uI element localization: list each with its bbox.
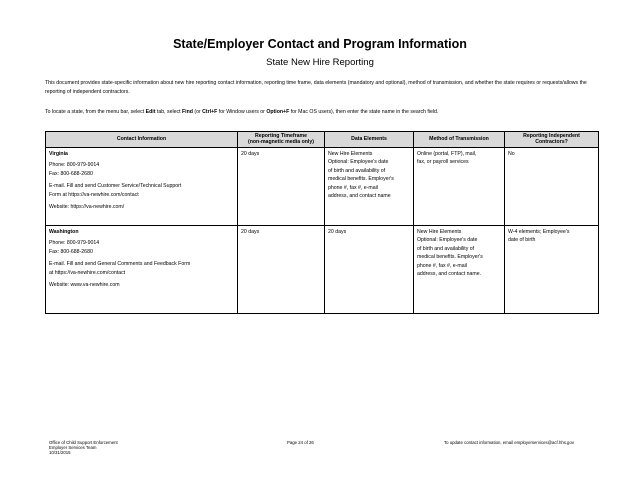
footer-update-info: To update contact information, email employerservices@acf.hhs.gov <box>444 440 574 445</box>
header-timeframe-line2: (non-magnetic media only) <box>247 138 314 145</box>
state-name: Virginia <box>49 151 68 157</box>
email-info: E-mail. Fill and send General Comments and Feedback Form <box>49 261 191 268</box>
ctrl-f-keyword: Ctrl+F <box>202 109 218 115</box>
header-independent <box>505 132 599 148</box>
timeframe-value: 20 days <box>241 151 260 157</box>
edit-keyword: Edit <box>145 109 156 115</box>
phone: Phone: 800-979-9014 <box>49 240 100 247</box>
search-instructions <box>45 108 597 117</box>
table-row <box>46 226 599 314</box>
method-line: address, and contact name. <box>417 271 482 278</box>
data-line: address, and contact name <box>328 193 391 200</box>
document-subtitle: State New Hire Reporting <box>266 57 374 68</box>
fax: Fax: 800-688-2680 <box>49 170 93 177</box>
header-data-elements: Data Elements <box>325 132 414 148</box>
instructions-text: To locate a state, from the menu bar, select <box>45 109 146 115</box>
timeframe-value: 20 days <box>241 229 260 235</box>
timeframe-cell <box>238 148 325 226</box>
state-info-table <box>45 131 599 314</box>
contact-cell <box>46 226 238 314</box>
email-info: E-mail. Fill and send Customer Service/Technical Support <box>49 183 182 190</box>
footer-team-name: Employer Services Team <box>49 445 97 450</box>
independent-line: date of birth <box>508 237 536 244</box>
option-f-keyword: Option+F <box>266 109 290 115</box>
independent-line: W-4 elements; Employee's <box>508 229 570 235</box>
email-info: Form at https://va-newhire.com/contact <box>49 191 139 198</box>
method-line: fax, or payroll services <box>417 159 469 166</box>
footer-office-name: Office of Child Support Enforcement <box>49 440 118 445</box>
data-line: New Hire Elements <box>328 151 373 157</box>
email-info: at https://va-newhire.com/contact <box>49 269 126 276</box>
header-timeframe-line1: Reporting Timeframe <box>254 132 308 139</box>
data-line: Optional: Employee's date <box>328 159 389 166</box>
footer-office <box>49 440 118 455</box>
table-header-row <box>46 132 599 148</box>
header-independent-line2: Contractors? <box>535 138 568 145</box>
method-line: Optional: Employee's date <box>417 237 478 244</box>
method-cell <box>414 226 505 314</box>
page-number: Page 24 of 26 <box>287 440 314 445</box>
data-line: medical benefits. Employer's <box>328 176 394 183</box>
instructions-text: (or <box>192 109 203 115</box>
method-line: of birth and availability of <box>417 245 475 252</box>
phone: Phone: 800-979-9014 <box>49 162 100 169</box>
method-line: New Hire Elements <box>417 229 462 235</box>
instructions-text: tab, select <box>155 109 182 115</box>
website: Website: https://va-newhire.com/ <box>49 204 125 211</box>
data-elements-cell <box>325 226 414 314</box>
fax: Fax: 800-688-2680 <box>49 248 93 255</box>
instructions-text: for Mac OS users), then enter the state name in the search field. <box>289 109 439 115</box>
footer-date: 10/31/2015 <box>49 450 71 455</box>
website: Website: www.va-newhire.com <box>49 282 120 289</box>
data-line: of birth and availability of <box>328 167 386 174</box>
header-independent-line1: Reporting Independent <box>523 132 580 139</box>
independent-cell <box>505 148 599 226</box>
method-line: Online (portal, FTP), mail, <box>417 151 477 157</box>
document-title: State/Employer Contact and Program Information <box>173 37 467 51</box>
instructions-text: for Window users or <box>217 109 267 115</box>
data-line: 20 days <box>328 229 347 235</box>
state-name: Washington <box>49 229 79 235</box>
data-elements-cell <box>325 148 414 226</box>
method-line: phone #, fax #, e-mail <box>417 262 467 269</box>
independent-line: No <box>508 151 515 157</box>
header-method: Method of Transmission <box>414 132 505 148</box>
data-line: phone #, fax #, e-mail <box>328 184 378 191</box>
find-keyword: Find <box>181 109 193 115</box>
method-line: medical benefits. Employer's <box>417 254 483 261</box>
table-row <box>46 148 599 226</box>
method-cell <box>414 148 505 226</box>
header-contact: Contact Information <box>46 132 238 148</box>
header-timeframe <box>238 132 325 148</box>
intro-paragraph: This document provides state-specific information about new hire reporting contact information, reporting time frame, data elements (mandatory and optional), method of transmission, and whether the state requires or requests/allows the reporting of independent contractors. <box>45 80 587 95</box>
contact-cell <box>46 148 238 226</box>
independent-cell <box>505 226 599 314</box>
timeframe-cell <box>238 226 325 314</box>
